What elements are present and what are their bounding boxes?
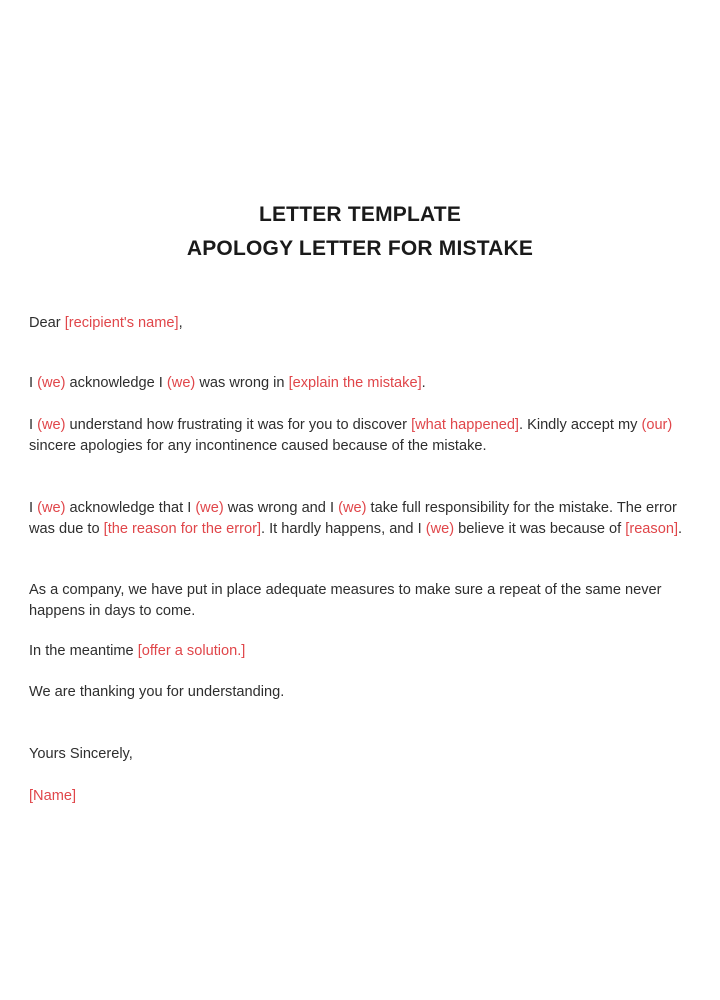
text-segment: I [29, 375, 38, 391]
text-segment: I [29, 500, 38, 516]
text-segment: . [678, 520, 683, 537]
text-segment: In the meantime [29, 643, 138, 659]
title-line-2: APOLOGY LETTER FOR MISTAKE [186, 237, 534, 260]
we-placeholder: (we) [166, 375, 196, 391]
text-segment: acknowledge that I [65, 500, 196, 516]
paragraph-responsibility [29, 498, 699, 539]
salutation-text: Dear [29, 315, 65, 331]
letter-title [0, 198, 720, 266]
we-placeholder: (we) [425, 520, 455, 537]
we-placeholder: (we) [37, 500, 66, 516]
paragraph-thanks: We are thanking you for understanding. [29, 684, 285, 700]
text-segment: sincere apologies for any incontinence caused because of the mistake. [29, 437, 487, 454]
what-happened-placeholder: [what happened] [411, 417, 519, 433]
salutation [29, 313, 699, 334]
paragraph-understand [29, 415, 699, 456]
paragraph-measures: As a company, we have put in place adequate measures to make sure a repeat of the same never happens in days to come. [29, 582, 662, 619]
closing: Yours Sincerely, [29, 746, 133, 762]
we-placeholder: (we) [195, 500, 224, 516]
text-segment: was wrong in [195, 375, 289, 391]
text-segment: was wrong and I [223, 500, 339, 516]
signature-name-placeholder: [Name] [29, 788, 77, 804]
text-segment: . Kindly accept my [518, 417, 642, 433]
offer-solution-placeholder: [offer a solution.] [137, 643, 246, 659]
paragraph-meantime [29, 641, 699, 662]
text-segment: understand how frustrating it was for you to discover [65, 417, 412, 433]
text-segment: I [29, 417, 38, 433]
text-segment: . It hardly happens, and I [261, 520, 426, 537]
text-segment: believe it was because of [454, 520, 626, 537]
recipient-name-placeholder: [recipient's name] [64, 315, 179, 331]
title-line-1: LETTER TEMPLATE [258, 203, 462, 226]
paragraph-acknowledge [29, 373, 699, 394]
we-placeholder: (we) [37, 375, 66, 391]
we-placeholder: (we) [338, 500, 367, 516]
salutation-end: , [178, 315, 183, 331]
we-placeholder: (we) [37, 417, 66, 433]
text-segment: take full responsibility for the mistake. The error was due to [29, 500, 677, 537]
reason-placeholder: [reason] [625, 520, 679, 537]
explain-mistake-placeholder: [explain the mistake] [288, 375, 422, 391]
text-segment: . [421, 375, 426, 391]
text-segment: acknowledge I [65, 375, 167, 391]
our-placeholder: (our) [641, 417, 673, 433]
reason-for-error-placeholder: [the reason for the error] [103, 520, 262, 537]
